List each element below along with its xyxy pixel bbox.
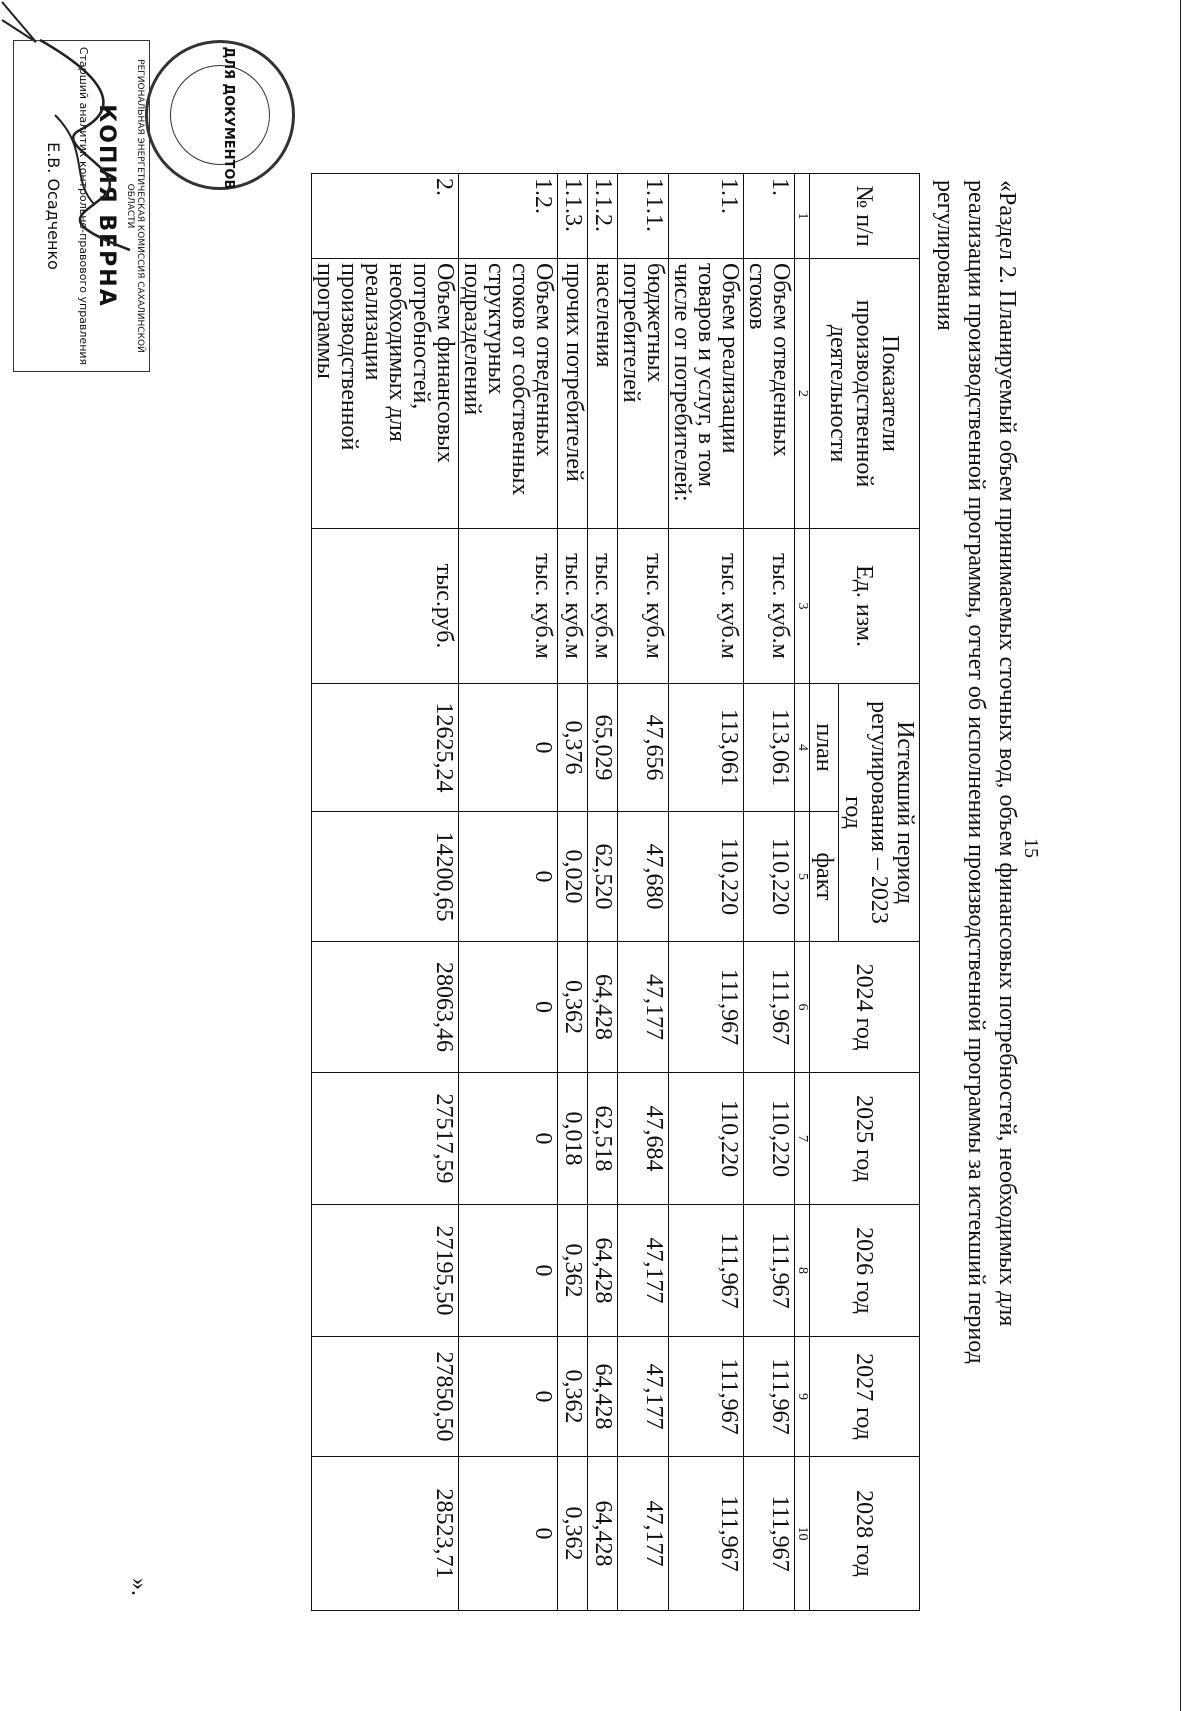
cell-2024: 111,967	[744, 942, 795, 1073]
column-index: 7	[795, 1073, 810, 1205]
cell-fact: 110,220	[669, 812, 744, 942]
handwritten-signature	[10, 20, 150, 280]
row-name: бюджетных потребителей	[618, 259, 669, 529]
row-num: 1.	[744, 174, 795, 259]
seal-text: ДЛЯ ДОКУМЕНТОВ	[221, 46, 236, 190]
header-indicator: Показатели производственной деятельности	[810, 259, 920, 529]
header-unit: Ед. изм.	[810, 529, 920, 684]
heading-line: реализации производственной программы, отчет об исполнении производственной программы за истекший период	[963, 180, 989, 1364]
row-name: Объем реализации товаров и услуг, в том числе от потребителей:	[669, 259, 744, 529]
table-row	[744, 174, 795, 1611]
cell-2026: 111,967	[669, 1205, 744, 1337]
cell-2028: 0	[459, 1457, 558, 1611]
header-fact: факт	[810, 812, 839, 942]
row-unit: тыс. куб.м	[588, 529, 618, 684]
row-num: 1.1.1.	[618, 174, 669, 259]
cell-plan: 47,656	[618, 684, 669, 812]
cell-2025: 0	[459, 1073, 558, 1205]
table-row	[558, 174, 588, 1611]
row-unit: тыс. куб.м	[744, 529, 795, 684]
header-2025: 2025 год	[810, 1073, 920, 1205]
cell-plan: 0,376	[558, 684, 588, 812]
cell-2025: 62,518	[588, 1073, 618, 1205]
cell-2027: 111,967	[669, 1337, 744, 1457]
column-index: 3	[795, 529, 810, 684]
cell-fact: 110,220	[744, 812, 795, 942]
row-name: прочих потребителей	[558, 259, 588, 529]
header-2026: 2026 год	[810, 1205, 920, 1337]
cell-fact: 62,520	[588, 812, 618, 942]
cell-2027: 111,967	[744, 1337, 795, 1457]
cell-plan: 113,061	[669, 684, 744, 812]
row-num: 1.1.3.	[558, 174, 588, 259]
cell-fact: 47,680	[618, 812, 669, 942]
cell-2024: 111,967	[669, 942, 744, 1073]
cell-2027: 0	[459, 1337, 558, 1457]
page-number: 15	[1020, 838, 1042, 858]
copy-stamp-position: Старший аналитик контрольно-правового управления	[77, 46, 90, 366]
heading-line: «Раздел 2. Планируемый объем принимаемых сточных вод, объем финансовых потребностей, необходимых для	[994, 180, 1020, 1327]
cell-2025: 110,220	[744, 1073, 795, 1205]
copy-stamp-signer: Е.В. Осадченко	[44, 142, 63, 270]
cell-2026: 47,177	[618, 1205, 669, 1337]
production-program-table	[311, 173, 920, 1611]
table-row	[588, 174, 618, 1611]
cell-2027: 47,177	[618, 1337, 669, 1457]
cell-2024: 0,362	[558, 942, 588, 1073]
header-2024: 2024 год	[810, 942, 920, 1073]
cell-plan: 0	[459, 684, 558, 812]
cell-2024: 28063,46	[312, 942, 459, 1073]
table-row	[459, 174, 558, 1611]
cell-2028: 111,967	[669, 1457, 744, 1611]
heading-line: регулирования	[932, 180, 958, 331]
cell-2028: 47,177	[618, 1457, 669, 1611]
header-num: № п/п	[810, 174, 920, 259]
cell-2028: 64,428	[588, 1457, 618, 1611]
row-name: населения	[588, 259, 618, 529]
copy-stamp-org: РЕГИОНАЛЬНАЯ ЭНЕРГЕТИЧЕСКАЯ КОМИССИЯ САХАЛИНСКОЙ ОБЛАСТИ	[125, 59, 145, 353]
column-index: 5	[795, 812, 810, 942]
header-past-period: Истекший период регулирования – 2023 год	[839, 684, 920, 942]
header-2028: 2028 год	[810, 1457, 920, 1611]
cell-fact: 0,020	[558, 812, 588, 942]
cell-2027: 0,362	[558, 1337, 588, 1457]
table-row	[669, 174, 744, 1611]
header-plan: план	[810, 684, 839, 812]
row-unit: тыс. куб.м	[618, 529, 669, 684]
row-unit: тыс.руб.	[312, 529, 459, 684]
cell-2026: 27195,50	[312, 1205, 459, 1337]
cell-2028: 28523,71	[312, 1457, 459, 1611]
row-num: 1.1.2.	[588, 174, 618, 259]
row-num: 1.2.	[459, 174, 558, 259]
row-name: Объем финансовых потребностей, необходимых для реализации производственной программы	[312, 259, 459, 529]
row-unit: тыс. куб.м	[459, 529, 558, 684]
cell-2024: 47,177	[618, 942, 669, 1073]
column-index: 6	[795, 942, 810, 1073]
header-row	[839, 174, 920, 1611]
cell-2025: 27517,59	[312, 1073, 459, 1205]
column-index: 1	[795, 174, 810, 259]
cell-2025: 47,684	[618, 1073, 669, 1205]
row-name: Объем отведенных стоков от собственных структурных подразделений	[459, 259, 558, 529]
cell-2028: 111,967	[744, 1457, 795, 1611]
cell-2027: 27850,50	[312, 1337, 459, 1457]
round-seal	[145, 40, 295, 190]
copy-stamp-title: КОПИЯ ВЕРНА	[94, 104, 119, 308]
cell-fact: 0	[459, 812, 558, 942]
cell-2026: 111,967	[744, 1205, 795, 1337]
row-unit: тыс. куб.м	[558, 529, 588, 684]
cell-plan: 113,061	[744, 684, 795, 812]
cell-2025: 110,220	[669, 1073, 744, 1205]
table-row	[618, 174, 669, 1611]
row-unit: тыс. куб.м	[669, 529, 744, 684]
column-index: 8	[795, 1205, 810, 1337]
cell-2026: 0	[459, 1205, 558, 1337]
table-row	[312, 174, 459, 1611]
column-index: 9	[795, 1337, 810, 1457]
cell-2025: 0,018	[558, 1073, 588, 1205]
closing-quote: ».	[126, 1578, 152, 1596]
cell-2026: 0,362	[558, 1205, 588, 1337]
section-heading	[929, 180, 1022, 1650]
cell-2026: 64,428	[588, 1205, 618, 1337]
cell-2024: 0	[459, 942, 558, 1073]
row-name: Объем отведенных стоков	[744, 259, 795, 529]
header-2027: 2027 год	[810, 1337, 920, 1457]
column-index: 2	[795, 259, 810, 529]
cell-plan: 65,029	[588, 684, 618, 812]
cell-plan: 12625,24	[312, 684, 459, 812]
seal-inner-ring	[170, 65, 270, 165]
cell-2028: 0,362	[558, 1457, 588, 1611]
cell-fact: 14200,65	[312, 812, 459, 942]
cell-2027: 64,428	[588, 1337, 618, 1457]
cell-2024: 64,428	[588, 942, 618, 1073]
column-index: 10	[795, 1457, 810, 1611]
column-index: 4	[795, 684, 810, 812]
row-num: 1.1.	[669, 174, 744, 259]
column-index-row	[795, 174, 810, 1611]
row-num: 2.	[312, 174, 459, 259]
